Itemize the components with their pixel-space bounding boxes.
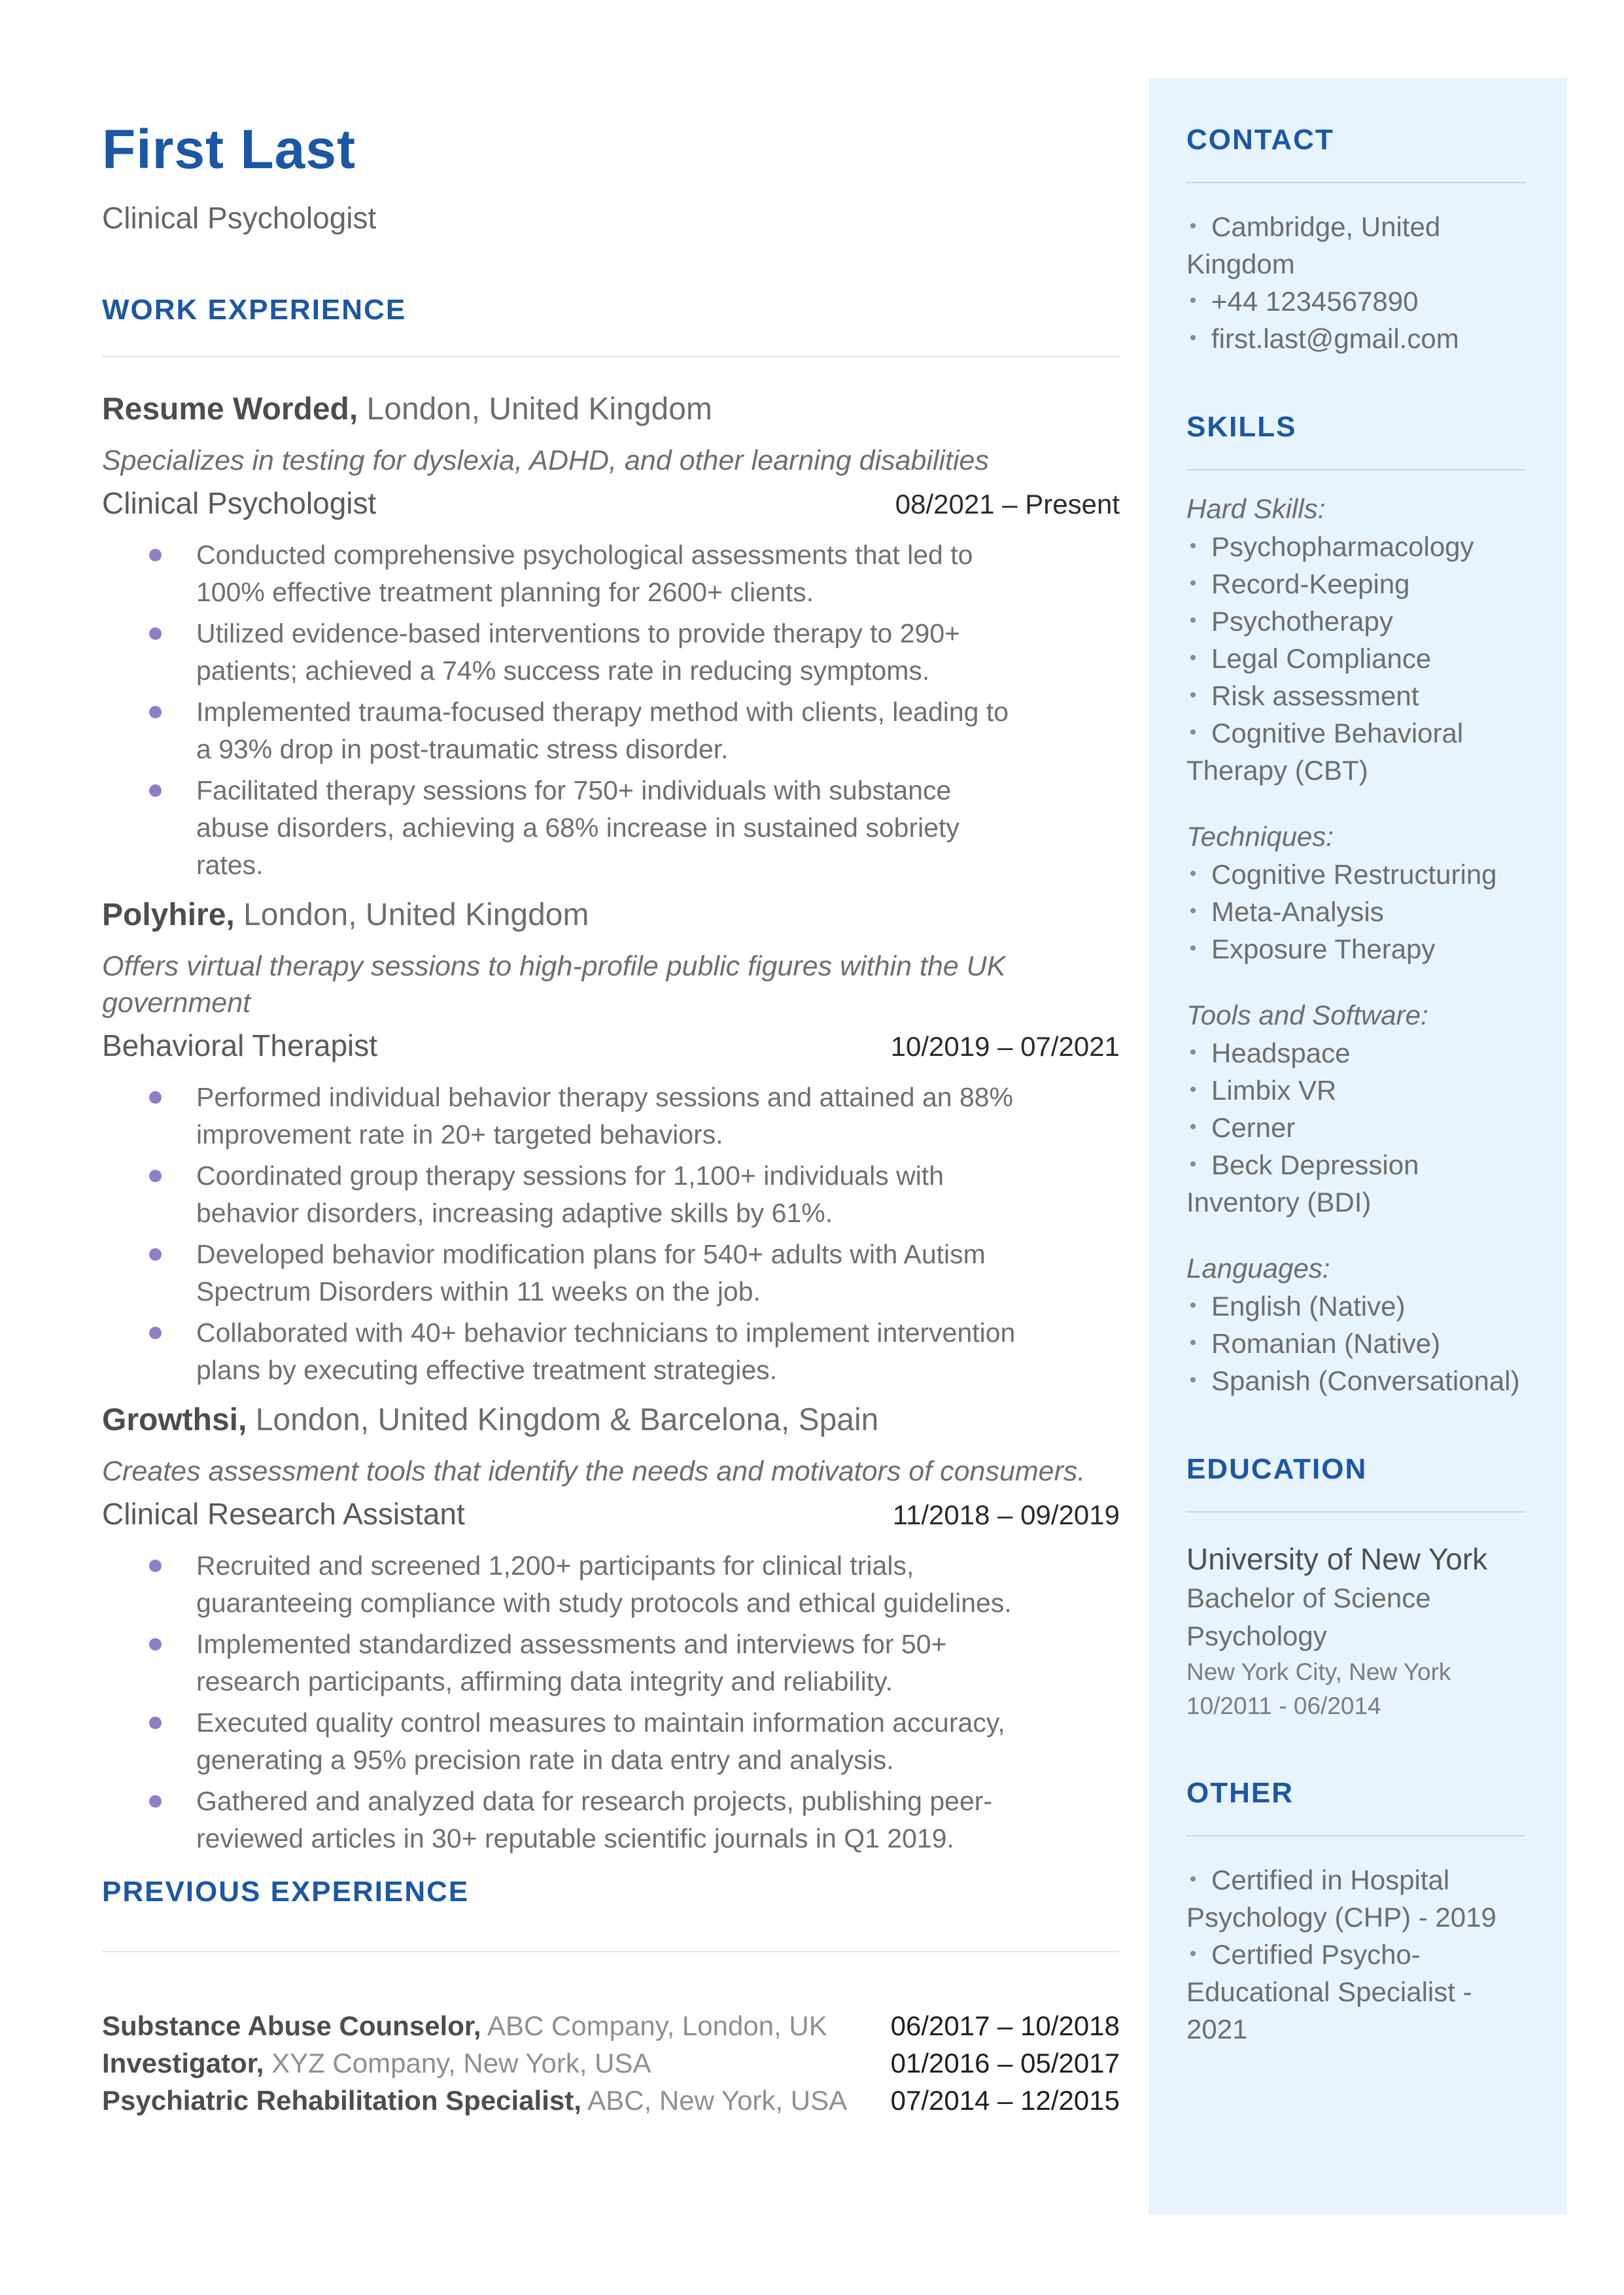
role-row [102,484,1120,523]
contact-location: Cambridge, United Kingdom [1186,211,1441,279]
dot-icon [1190,580,1196,586]
dot-icon [1190,1087,1196,1092]
dot-icon [1190,298,1196,303]
bullet-icon [149,1795,162,1808]
contact-phone: +44 1234567890 [1211,286,1419,317]
dot-icon [1190,871,1196,876]
dot-icon [1190,1951,1196,1956]
education-location: New York City, New York [1186,1658,1451,1685]
skill-text: Exposure Therapy [1211,934,1436,964]
bullet-item [102,1704,1018,1779]
language-item [1186,1325,1525,1362]
dot-icon [1190,1049,1196,1055]
bullet-item [102,1783,1018,1857]
sidebar-divider [1186,1835,1525,1836]
skill-item [1186,856,1525,893]
dot-icon [1190,908,1196,913]
previous-role [102,2007,827,2044]
sidebar-divider [1186,1511,1525,1513]
skill-item [1186,528,1525,565]
previous-role-title: Investigator, [102,2048,264,2079]
previous-role-company: XYZ Company, New York, USA [271,2048,651,2079]
bullet-icon [149,784,162,797]
bullet-list [102,1079,1018,1389]
previous-role [102,2044,651,2082]
role-row [102,1026,1120,1066]
dot-icon [1190,335,1196,340]
education-dates: 10/2011 - 06/2014 [1186,1692,1381,1719]
skills-group-label: Tools and Software: [1186,1000,1428,1030]
previous-role-dates: 06/2017 – 10/2018 [890,2010,1120,2042]
skill-item [1186,893,1525,930]
other-list [1186,1861,1525,2048]
bullet-icon [149,1170,162,1182]
skills-group-label: Languages: [1186,1253,1330,1284]
language-text: Romanian (Native) [1211,1328,1441,1359]
sidebar-divider [1186,469,1525,470]
dot-icon [1190,1161,1196,1166]
company-location: London, United Kingdom [243,898,589,933]
job-dates: 08/2021 – Present [895,489,1120,520]
previous-role-dates: 07/2014 – 12/2015 [890,2085,1120,2116]
skill-item [1186,603,1525,640]
section-divider [102,1951,1120,1952]
skill-item [1186,1109,1525,1146]
bullet-text: Facilitated therapy sessions for 750+ individuals with substance abuse disorders, achieving a 68% increase in sustained sobriety rates. [196,775,959,881]
language-item [1186,1362,1525,1399]
previous-role-title: Substance Abuse Counselor, [102,2010,481,2042]
education-major: Psychology [1186,1621,1327,1651]
dot-icon [1190,543,1196,548]
sidebar-divider [1186,182,1525,183]
skill-text: Risk assessment [1211,680,1419,711]
dot-icon [1190,1124,1196,1129]
previous-role-row [102,2082,1120,2119]
bullet-icon [149,1248,162,1261]
skill-item [1186,1072,1525,1109]
dot-icon [1190,692,1196,697]
skill-text: Legal Compliance [1211,643,1432,674]
main-column [102,0,1120,2119]
certification-text: Certified in Hospital Psychology (CHP) - 2019 [1186,1865,1496,1933]
contact-list [1186,208,1525,357]
company-location: London, United Kingdom & Barcelona, Spain [255,1403,879,1438]
skill-item [1186,1146,1525,1221]
company-name: Polyhire, [102,898,235,933]
sidebar-heading-other: OTHER [1186,1777,1294,1809]
work-entry [102,1401,1120,1857]
bullet-item [102,772,1018,884]
bullet-item [102,1547,1018,1622]
skill-item [1186,565,1525,603]
work-entry [102,390,1120,884]
skill-text: Record-Keeping [1211,569,1410,599]
job-dates: 10/2019 – 07/2021 [890,1031,1120,1062]
job-title: Clinical Psychologist [102,486,377,521]
bullet-list [102,536,1018,884]
previous-role-company: ABC, New York, USA [587,2085,848,2116]
contact-item [1186,208,1525,283]
company-line [102,1401,1120,1440]
certification-item [1186,1861,1525,1936]
language-item [1186,1288,1525,1325]
contact-email: first.last@gmail.com [1211,323,1459,354]
previous-role-title: Psychiatric Rehabilitation Specialist, [102,2085,581,2116]
skills-group-list [1186,856,1525,968]
bullet-icon [149,1327,162,1339]
dot-icon [1190,1303,1196,1308]
dot-icon [1190,1377,1196,1382]
skill-text: Cognitive Restructuring [1211,859,1497,890]
skill-text: Cognitive Behavioral Therapy (CBT) [1186,718,1464,786]
contact-item [1186,320,1525,357]
dot-icon [1190,729,1196,735]
contact-item [1186,283,1525,320]
dot-icon [1190,1876,1196,1882]
skills-group-label: Techniques: [1186,821,1334,852]
language-text: English (Native) [1211,1291,1406,1322]
certification-item [1186,1936,1525,2048]
bullet-item [102,1314,1018,1389]
bullet-item [102,1236,1018,1310]
section-heading-previous-experience: PREVIOUS EXPERIENCE [102,1876,470,1908]
candidate-name: First Last [102,118,356,180]
bullet-icon [149,1560,162,1572]
bullet-item [102,693,1018,768]
sidebar-heading-skills: SKILLS [1186,411,1297,443]
skills-group-list [1186,1288,1525,1399]
company-tagline: Creates assessment tools that identify the needs and motivators of consumers. [102,1456,1086,1488]
skill-item [1186,1034,1525,1072]
bullet-icon [149,627,162,640]
dot-icon [1190,1340,1196,1345]
skill-text: Headspace [1211,1038,1351,1068]
bullet-icon [149,706,162,718]
dot-icon [1190,223,1196,228]
role-row [102,1495,1120,1534]
skill-text: Limbix VR [1211,1075,1337,1106]
bullet-item [102,1079,1018,1153]
company-line [102,896,1120,935]
skill-item [1186,714,1525,789]
education-degree: Bachelor of Science [1186,1583,1431,1613]
sidebar-heading-education: EDUCATION [1186,1453,1368,1485]
bullet-item [102,1157,1018,1232]
skill-item [1186,640,1525,677]
bullet-text: Conducted comprehensive psychological assessments that led to 100% effective treatment planning for 2600+ clients. [196,540,973,608]
dot-icon [1190,655,1196,660]
company-tagline: Specializes in testing for dyslexia, ADHD, and other learning disabilities [102,445,989,477]
bullet-list [102,1547,1018,1857]
skill-item [1186,677,1525,714]
bullet-icon [149,1638,162,1651]
company-tagline: Offers virtual therapy sessions to high-profile public figures within the UK government [102,951,1006,1019]
language-text: Spanish (Conversational) [1211,1365,1520,1396]
bullet-item [102,615,1018,690]
bullet-text: Coordinated group therapy sessions for 1,100+ individuals with behavior disorders, increasing adaptive skills by 61%. [196,1161,944,1229]
bullet-text: Gathered and analyzed data for research projects, publishing peer-reviewed articles in 30+ reputable scientific journals in Q1 2019. [196,1786,993,1854]
bullet-text: Executed quality control measures to maintain information accuracy, generating a 95% precision rate in data entry and analysis. [196,1708,1005,1776]
job-title: Clinical Research Assistant [102,1497,465,1532]
work-entry [102,896,1120,1389]
skill-text: Psychopharmacology [1211,531,1474,562]
bullet-text: Collaborated with 40+ behavior technicians to implement intervention plans by executing effective treatment strategies. [196,1318,1016,1386]
certification-text: Certified Psycho-Educational Specialist - 2021 [1186,1939,1472,2044]
previous-role-row [102,2044,1120,2082]
skill-item [1186,930,1525,968]
bullet-icon [149,1091,162,1104]
education-school: University of New York [1186,1542,1488,1576]
bullet-text: Utilized evidence-based interventions to provide therapy to 290+ patients; achieved a 74% success rate in reducing symptoms. [196,618,961,686]
dot-icon [1190,618,1196,623]
previous-experience-list [102,2007,1120,2119]
skills-group-label: Hard Skills: [1186,493,1326,524]
previous-role [102,2082,847,2119]
bullet-text: Performed individual behavior therapy sessions and attained an 88% improvement rate in 20+ targeted behaviors. [196,1082,1013,1150]
skill-text: Beck Depression Inventory (BDI) [1186,1149,1419,1218]
skill-text: Meta-Analysis [1211,896,1384,927]
company-line [102,390,1120,429]
sidebar-heading-contact: CONTACT [1186,124,1334,156]
skill-text: Cerner [1211,1112,1296,1143]
skill-text: Psychotherapy [1211,606,1393,637]
previous-role-row [102,2007,1120,2044]
education-block [1186,1539,1525,1723]
company-name: Resume Worded, [102,392,358,427]
previous-role-dates: 01/2016 – 05/2017 [890,2048,1120,2079]
dot-icon [1190,945,1196,951]
company-location: London, United Kingdom [366,392,712,427]
bullet-text: Recruited and screened 1,200+ participants for clinical trials, guaranteeing compliance with study protocols and ethical guidelines. [196,1550,1012,1619]
bullet-text: Developed behavior modification plans for 540+ adults with Autism Spectrum Disorders within 11 weeks on the job. [196,1239,986,1307]
section-heading-work-experience: WORK EXPERIENCE [102,294,407,326]
company-name: Growthsi, [102,1403,247,1438]
sidebar [1149,78,1567,2215]
job-dates: 11/2018 – 09/2019 [892,1499,1120,1531]
skills-group-list [1186,528,1525,789]
bullet-item [102,536,1018,611]
bullet-text: Implemented standardized assessments and interviews for 50+ research participants, affirming data integrity and reliability. [196,1629,947,1697]
section-divider [102,356,1120,357]
candidate-title: Clinical Psychologist [102,201,377,235]
bullet-icon [149,549,162,561]
previous-role-company: ABC Company, London, UK [487,2010,827,2042]
skills-group-list [1186,1034,1525,1221]
bullet-item [102,1626,1018,1700]
bullet-text: Implemented trauma-focused therapy method with clients, leading to a 93% drop in post-traumatic stress disorder. [196,697,1009,765]
bullet-icon [149,1717,162,1729]
job-title: Behavioral Therapist [102,1028,378,1063]
